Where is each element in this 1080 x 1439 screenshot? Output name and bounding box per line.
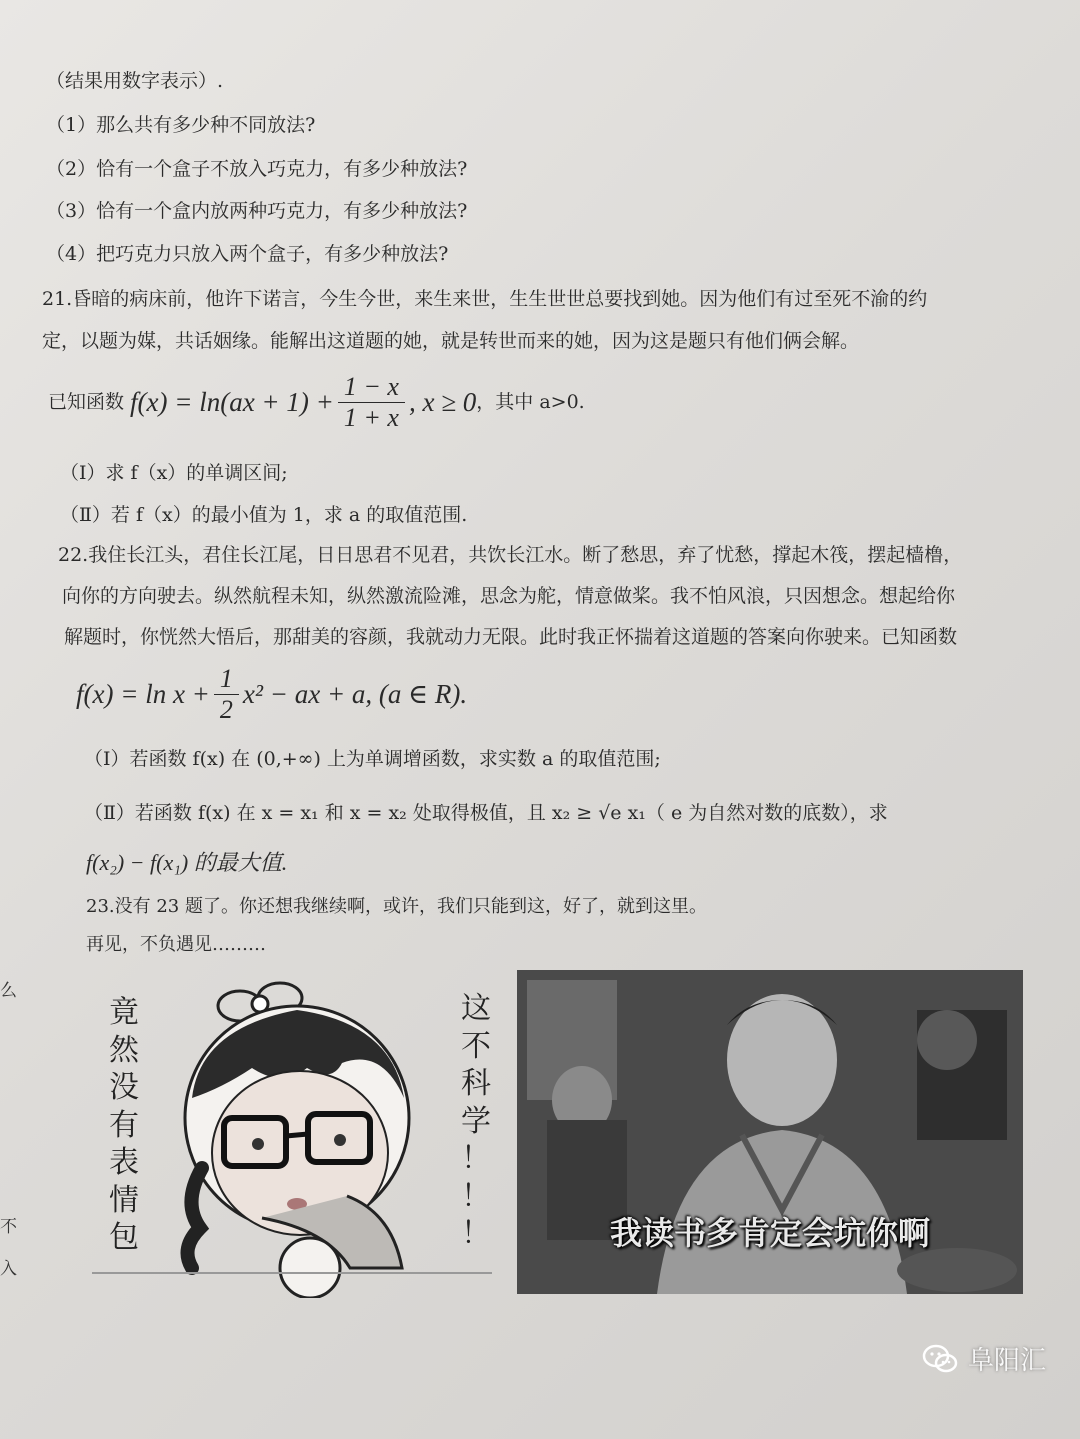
watermark (922, 1340, 1046, 1377)
q21-given-prefix: 已知函数 (48, 390, 125, 413)
q21-frac-num: 1 − x (338, 372, 405, 403)
meme-photo (517, 970, 1023, 1294)
cartoon-meme (82, 968, 497, 1298)
q21-fraction (338, 372, 405, 433)
q22-fraction (214, 664, 239, 725)
q21-formula-left: f(x) = ln(ax + 1) + (130, 387, 334, 418)
q21-line-1: 21.昏暗的病床前，他许下诺言，今生今世，来生来世，生生世世总要找到她。因为他们有过至死不渝的约 (42, 288, 928, 310)
q20-part-3: （3）恰有一个盒内放两种巧克力，有多少种放法? (46, 200, 468, 222)
q22-formula-right: x² − ax + a, (a ∈ R). (242, 679, 468, 710)
watermark-text: 阜阳汇 (967, 1346, 1046, 1376)
q22-part-2: （Ⅱ）若函数 f(x) 在 x = x₁ 和 x = x₂ 处取得极值，且 x₂ ≥ √e x₁（ e 为自然对数的底数），求 (84, 802, 888, 824)
q22-part-1: （Ⅰ）若函数 f(x) 在 (0,+∞) 上为单调增函数，求实数 a 的取值范围; (84, 748, 661, 770)
q22-formula-left: f(x) = ln x + (76, 679, 210, 710)
q23-line-2: 再见，不负遇见……… (86, 934, 266, 955)
cartoon-left-text: 竟 然 没 有 表 情 包 (109, 995, 139, 1255)
q21-given-suffix: ，其中 a>0. (476, 390, 585, 413)
intro-line: （结果用数字表示）. (46, 70, 224, 92)
cartoon-girl-illustration (82, 968, 497, 1298)
edge-char-3: 入 (0, 1259, 17, 1279)
edge-char-2: 不 (0, 1217, 17, 1237)
q22-line-3: 解题时，你恍然大悟后，那甜美的容颜，我就动力无限。此时我正怀揣着这道题的答案向你驶来。已知函数 (64, 626, 958, 648)
wechat-icon (922, 1343, 958, 1375)
q20-part-2: （2）恰有一个盒子不放入巧克力，有多少种放法? (46, 158, 468, 180)
q22-frac-den: 2 (219, 694, 233, 724)
q21-part-2: （Ⅱ）若 f（x）的最小值为 1，求 a 的取值范围. (60, 504, 468, 526)
q21-formula-right: , x ≥ 0 (408, 387, 477, 418)
edge-char-1: 么 (0, 981, 17, 1001)
q22-line-2: 向你的方向驶去。纵然航程未知，纵然激流险滩，思念为舵，情意做桨。我不怕风浪，只因想念。想起给你 (62, 585, 956, 607)
q23-line-1: 23.没有 23 题了。你还想我继续啊，或许，我们只能到这，好了，就到这里。 (86, 896, 707, 917)
q21-part-1: （Ⅰ）求 f（x）的单调区间; (60, 462, 288, 484)
q20-part-4: （4）把巧克力只放入两个盒子，有多少种放法? (46, 243, 449, 265)
q21-formula-line (48, 372, 585, 433)
q21-line-2: 定，以题为媒，共话姻缘。能解出这道题的她，就是转世而来的她，因为这是题只有他们俩会解。 (42, 330, 860, 352)
q22-part-2b: f(x₂) − f(x₁) 的最大值. (86, 850, 288, 875)
q20-part-1: （1）那么共有多少种不同放法? (46, 114, 316, 136)
photo-caption: 我读书多肯定会坑你啊 (609, 1214, 930, 1252)
q22-formula-line (76, 664, 467, 725)
cartoon-right-text: 这 不 科 学 ！ ！ ！ (461, 991, 491, 1251)
q22-frac-num: 1 (214, 664, 239, 695)
q22-line-1: 22.我住长江头，君住长江尾，日日思君不见君，共饮长江水。断了愁思，弃了忧愁，撑起木筏，摆起樯橹， (58, 544, 963, 566)
q21-frac-den: 1 + x (343, 402, 399, 432)
